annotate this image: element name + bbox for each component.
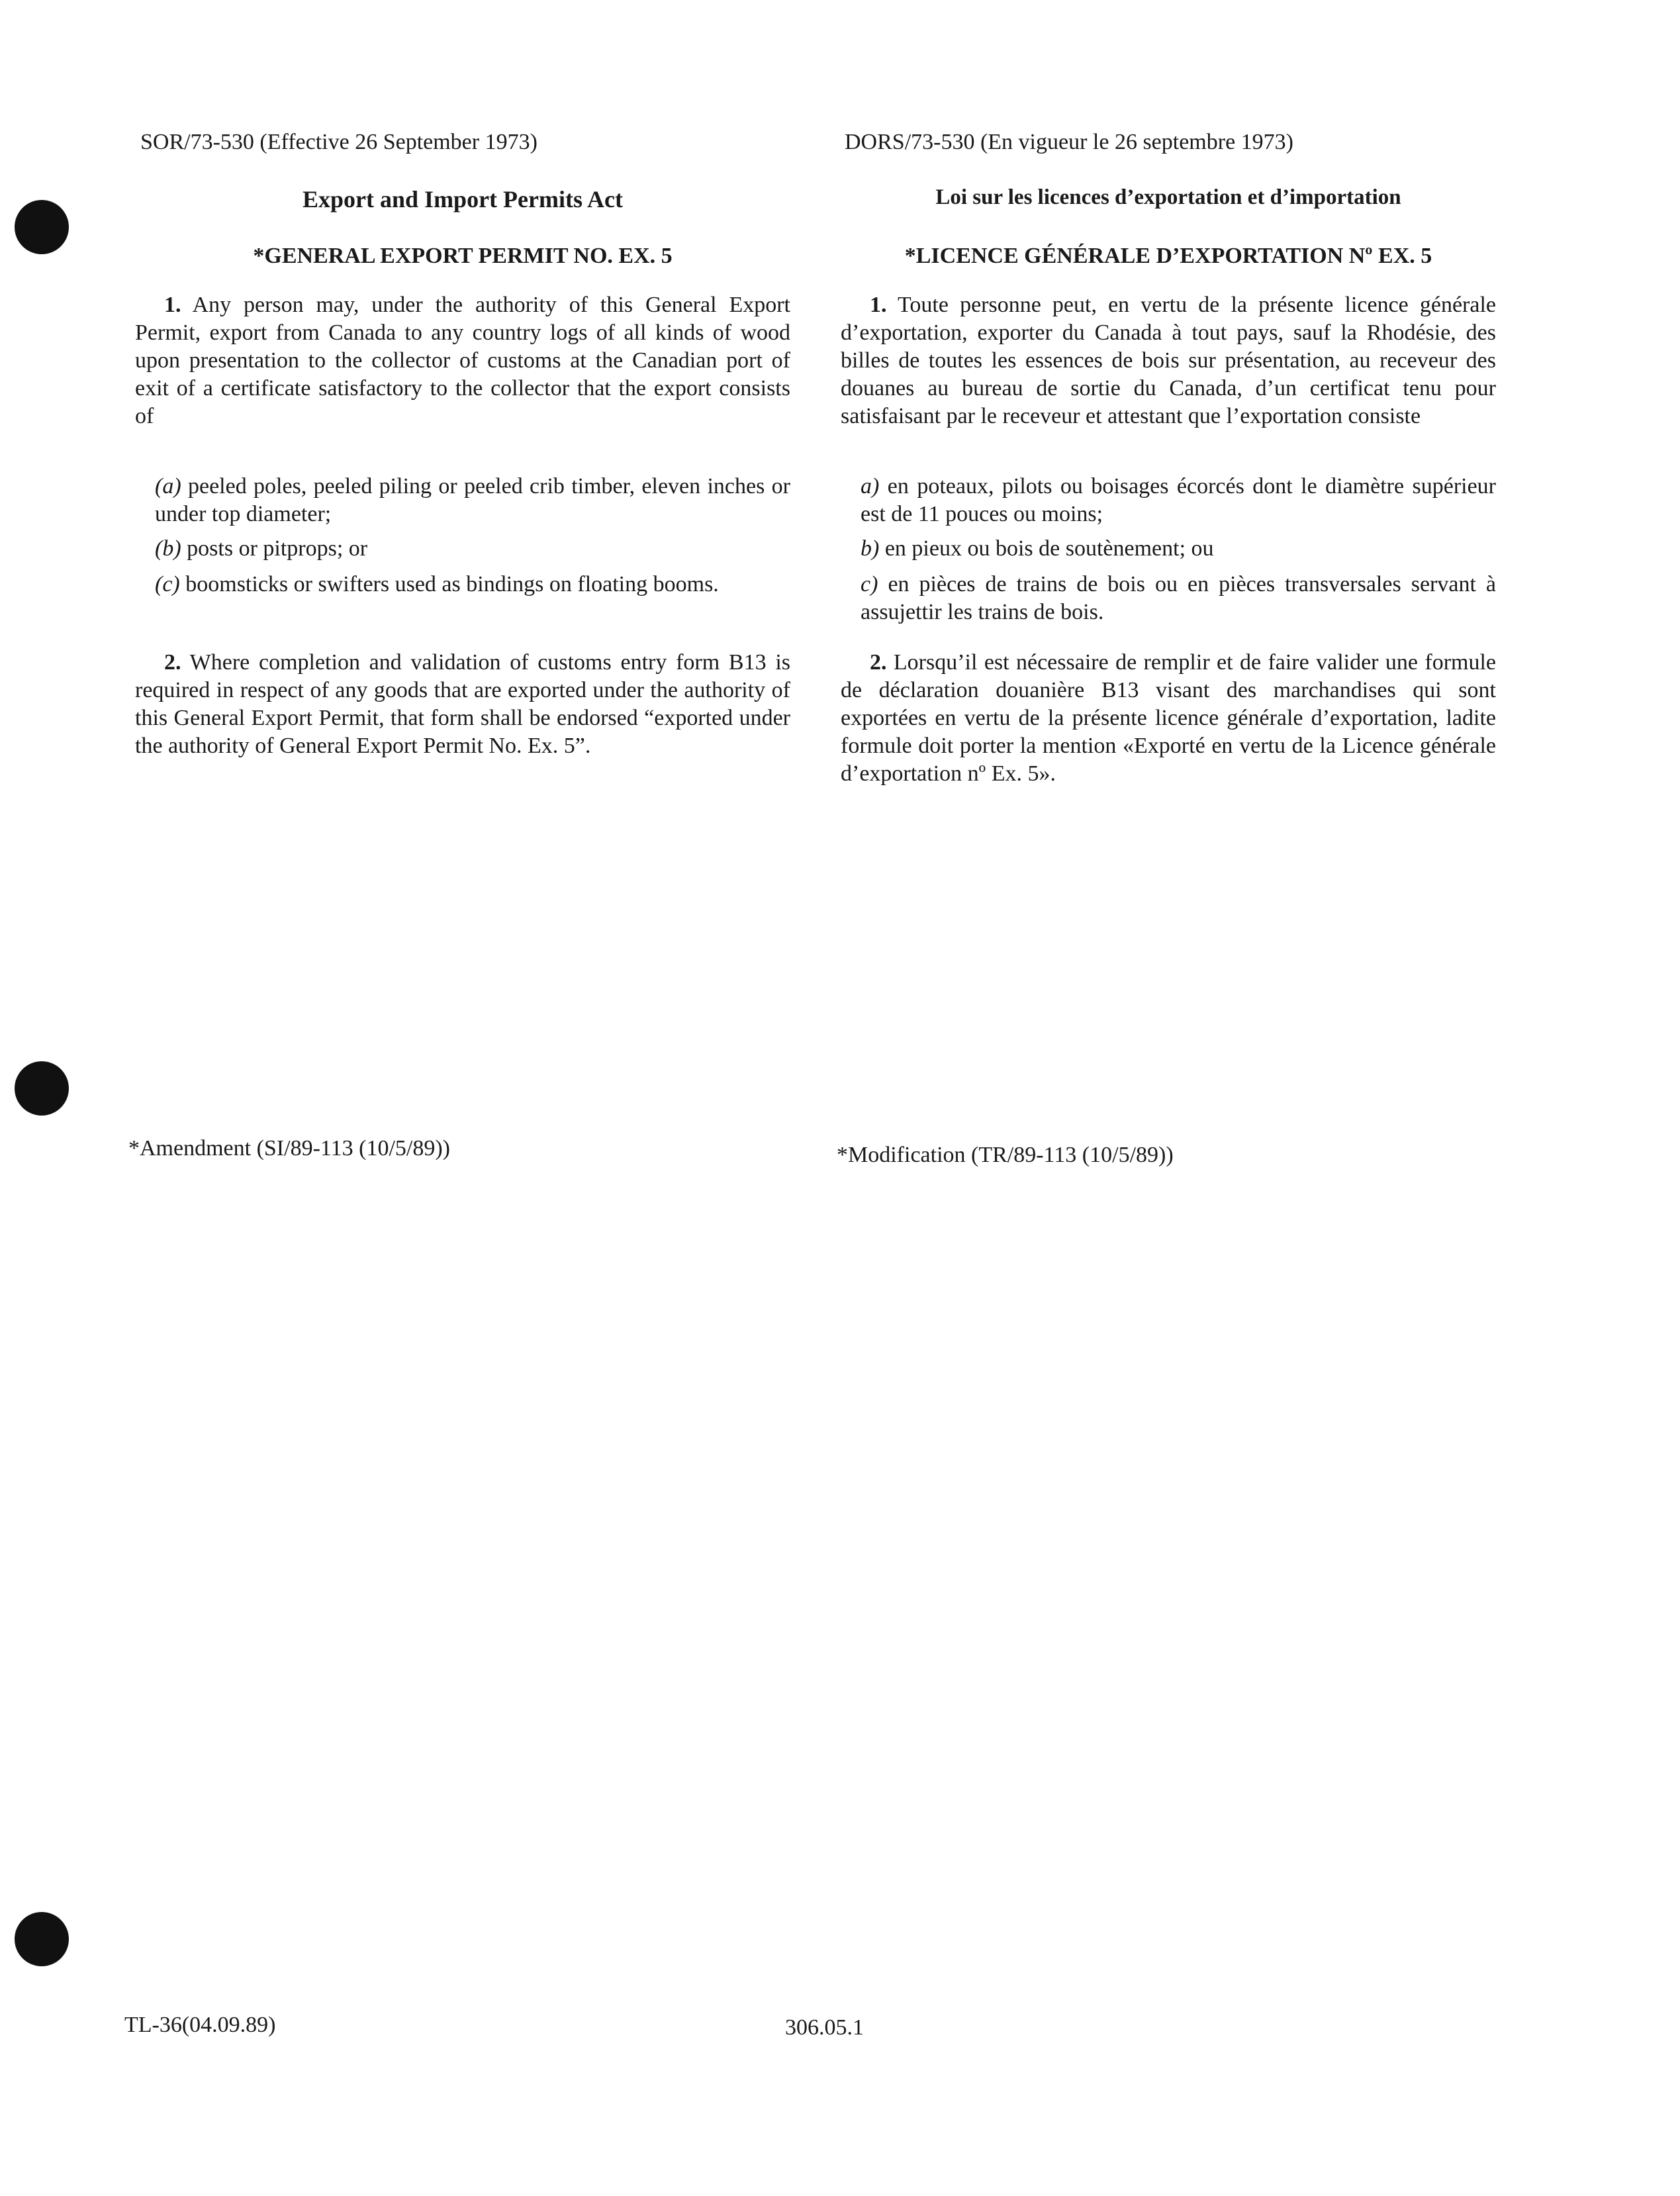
french-item-c-label: c) (861, 572, 878, 597)
english-section-1-text: Any person may, under the authority of this General Export Permit, export from Canada to any country logs of all kinds of wood upon presentation to the collector of customs at the Canadian port of exit of a certificate satisfactory to the collector that the export consists of (135, 293, 790, 428)
english-amendment-note: *Amendment (SI/89-113 (10/5/89)) (128, 1136, 450, 1161)
french-modification-note: *Modification (TR/89-113 (10/5/89)) (837, 1143, 1174, 1167)
english-section-2-text: Where completion and validation of customs entry form B13 is required in respect of any goods that are exported under the authority of this General Export Permit, that form shall be endorsed “exported under the authority of General Export Permit No. Ex. 5”. (135, 650, 790, 758)
english-header: SOR/73-530 (Effective 26 September 1973) (140, 130, 537, 154)
english-item-c (135, 571, 790, 598)
english-section-1-number: 1. (164, 293, 181, 317)
french-permit-title: *LICENCE GÉNÉRALE D’EXPORTATION Nº EX. 5 (904, 244, 1432, 268)
french-section-1 (841, 291, 1496, 430)
english-item-a-label: (a) (155, 474, 181, 499)
french-act-title: Loi sur les licences d’exportation et d’importation (935, 185, 1401, 209)
french-item-a (841, 473, 1496, 528)
french-section-2-text: Lorsqu’il est nécessaire de remplir et de faire valider une formule de déclaration douanière B13 visant des marchandises qui sont exportées en vertu de la présente licence générale d’exportation, ladite formule doit porter la mention «Exporté en vertu de la Licence générale d’exportation nº Ex. 5». (841, 650, 1497, 786)
english-item-a-text: peeled poles, peeled piling or peeled crib timber, eleven inches or under top diameter; (155, 474, 790, 526)
french-section-1-number: 1. (870, 293, 887, 317)
french-item-c-text: en pièces de trains de bois ou en pièces transversales servant à assujettir les trains de bois. (861, 572, 1496, 624)
binder-hole-middle (15, 1061, 69, 1116)
english-section-2-number: 2. (164, 650, 181, 675)
english-item-b-text: posts or pitprops; or (187, 536, 368, 561)
french-section-2 (841, 649, 1496, 788)
french-item-c (841, 571, 1496, 626)
footer-document-code: TL-36(04.09.89) (124, 2013, 276, 2037)
english-section-2 (135, 649, 790, 760)
french-item-b-text: en pieux ou bois de soutènement; ou (884, 536, 1214, 561)
english-item-c-label: (c) (155, 572, 180, 597)
english-item-a (135, 473, 790, 528)
french-item-b (841, 535, 1496, 563)
french-item-a-label: a) (861, 474, 880, 499)
binder-hole-bottom (15, 1912, 69, 1966)
french-item-a-text: en poteaux, pilots ou boisages écorcés dont le diamètre supérieur est de 11 pouces ou moins; (861, 474, 1497, 526)
binder-hole-top (15, 200, 69, 254)
french-section-1-text: Toute personne peut, en vertu de la présente licence générale d’exportation, exporter du Canada à tout pays, sauf la Rhodésie, des billes de toutes les essences de bois sur présentation, au receveur des douanes au bureau de sortie du Canada, d’un certificat tenu pour satisfaisant par le receveur et attestant que l’exportation consiste (841, 293, 1496, 428)
english-permit-title: *GENERAL EXPORT PERMIT NO. EX. 5 (253, 244, 673, 268)
english-item-b-label: (b) (155, 536, 181, 561)
french-item-b-label: b) (861, 536, 880, 561)
footer-page-number: 306.05.1 (785, 2015, 864, 2040)
french-section-2-number: 2. (870, 650, 887, 675)
english-item-c-text: boomsticks or swifters used as bindings on floating booms. (185, 572, 719, 597)
english-act-title: Export and Import Permits Act (303, 186, 623, 213)
english-item-b (135, 535, 790, 563)
french-header: DORS/73-530 (En vigueur le 26 septembre 1973) (845, 130, 1293, 154)
english-section-1 (135, 291, 790, 430)
